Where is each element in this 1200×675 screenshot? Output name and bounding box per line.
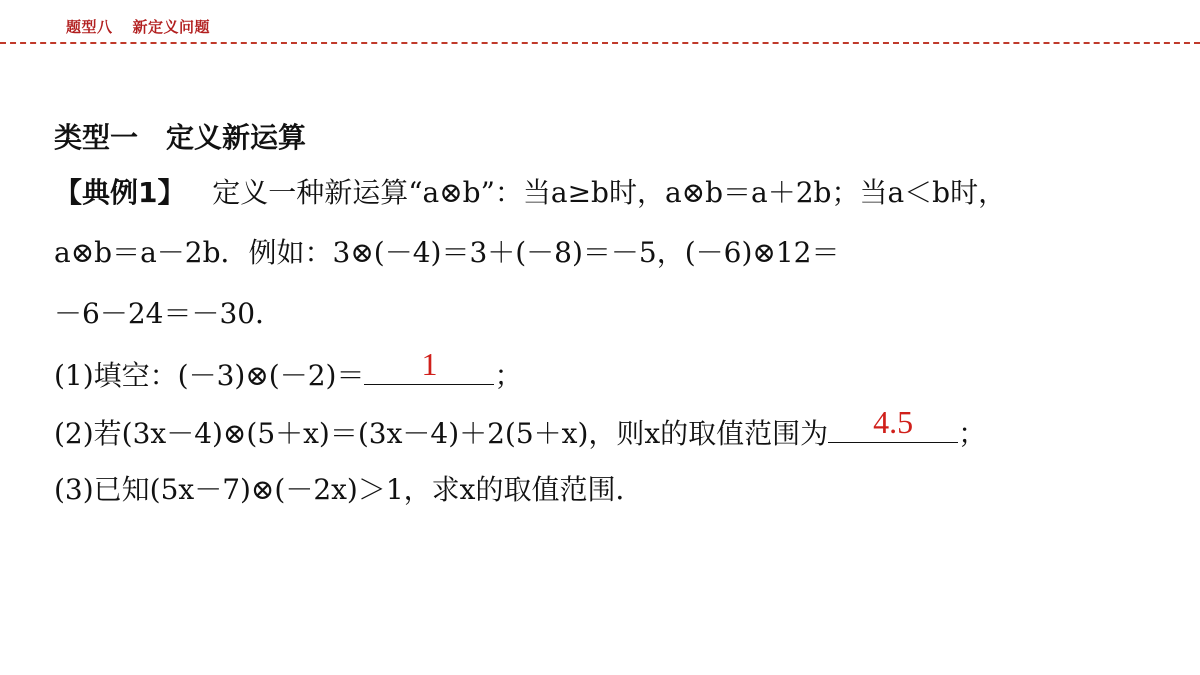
example-line-2: a⊗b＝a－2b．例如：3⊗(－4)＝3＋(－8)＝－5，(－6)⊗12＝ [54, 236, 840, 269]
example-line-3: －6－24＝－30． [54, 297, 284, 330]
header-dashed-divider [0, 42, 1200, 44]
question-2-answer: 4.5 [873, 404, 914, 440]
question-2-end: ； [958, 417, 987, 450]
question-1-text: (1)填空：(－3)⊗(－2)＝ [54, 359, 365, 392]
header-chapter: 题型八 [66, 18, 113, 36]
question-1-blank [364, 346, 494, 385]
section-title: 定义新运算 [166, 121, 307, 154]
question-2-text: (2)若(3x－4)⊗(5＋x)＝(3x－4)＋2(5＋x)，则x的取值范围为 [54, 417, 829, 450]
section-label: 类型一 [54, 121, 139, 154]
example-line-1-text: 定义一种新运算“a⊗b”：当a≥b时，a⊗b＝a＋2b；当a＜b时， [212, 176, 1007, 209]
question-1-end: ； [494, 359, 523, 392]
header-title [66, 16, 210, 37]
example-tag: 【典例1】 [54, 176, 186, 209]
section-heading [54, 120, 306, 156]
header-topic: 新定义问题 [132, 18, 211, 36]
question-1-answer: 1 [421, 346, 438, 382]
question-2 [54, 404, 987, 452]
example-line-1 [54, 175, 1006, 211]
question-2-blank [828, 404, 958, 443]
question-3: (3)已知(5x－7)⊗(－2x)＞1，求x的取值范围． [54, 473, 644, 506]
question-1 [54, 346, 523, 394]
